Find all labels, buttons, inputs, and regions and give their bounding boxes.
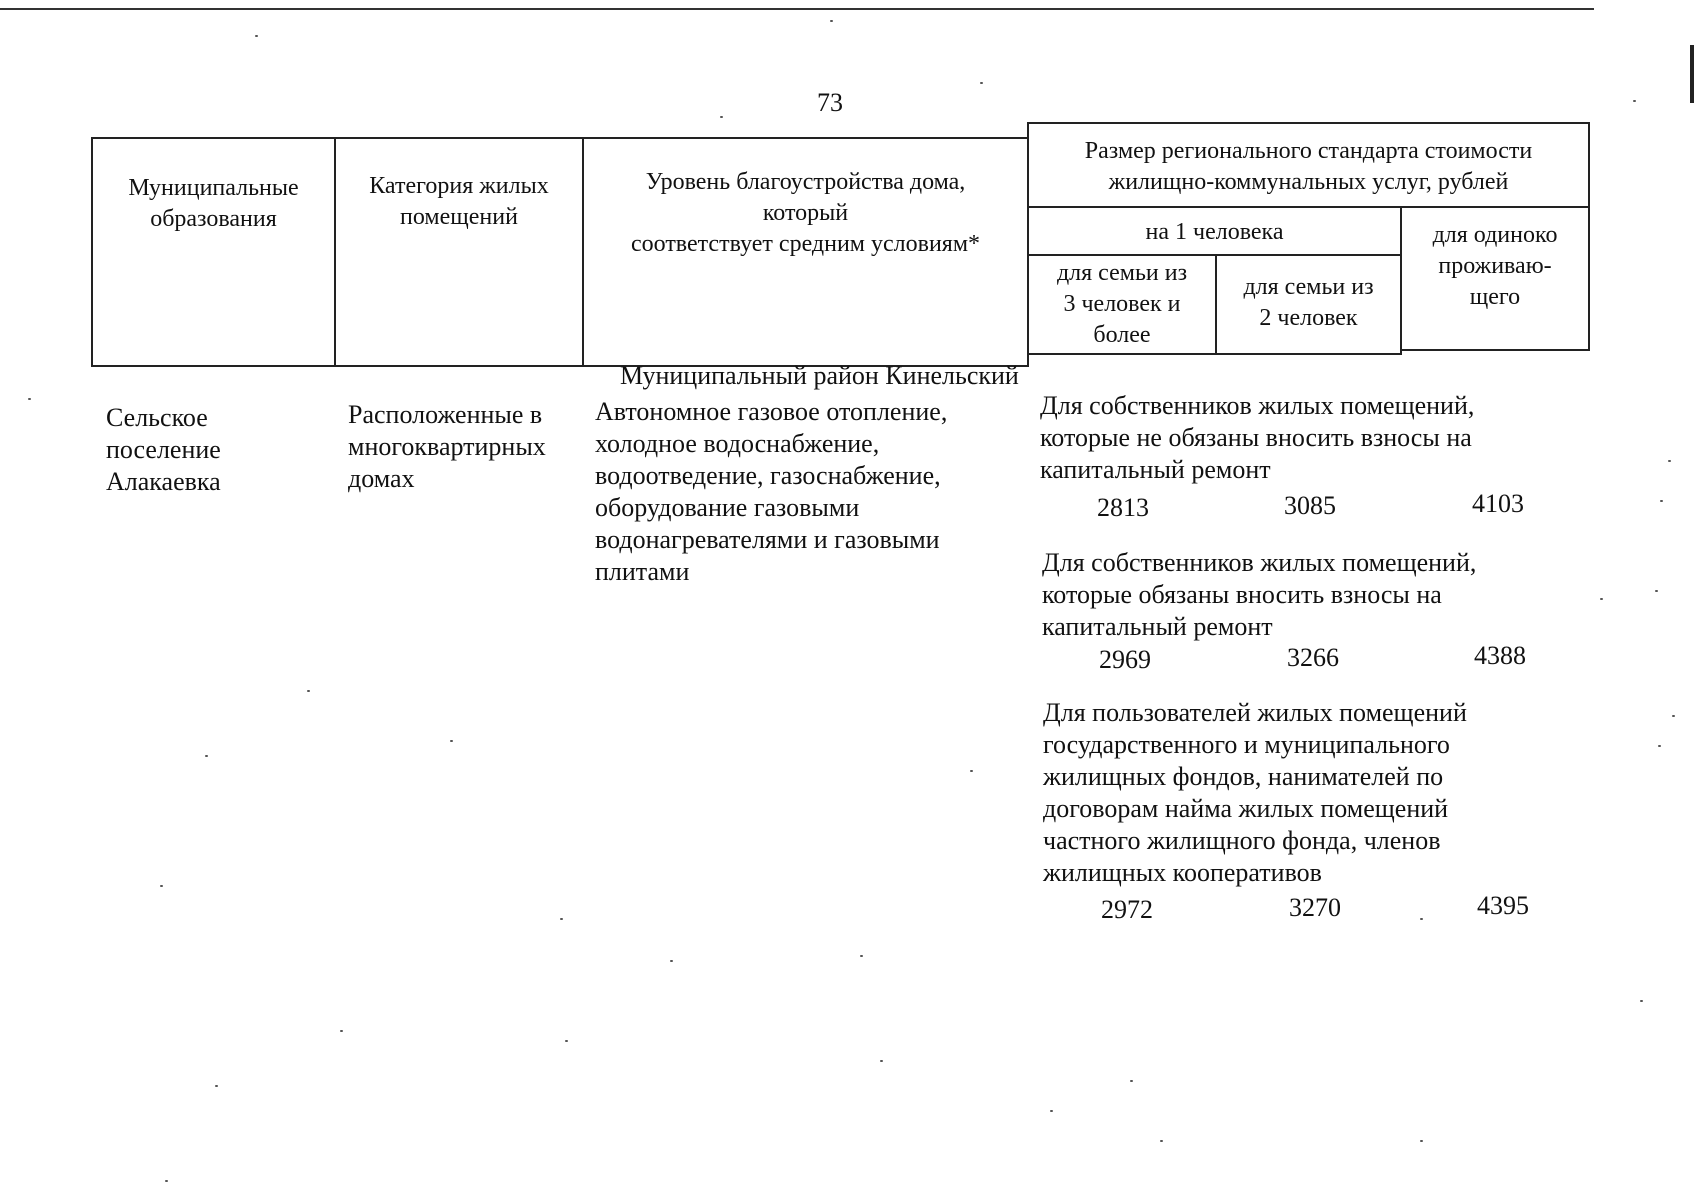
scan-speck (980, 82, 983, 84)
price-family2: 3266 (1287, 643, 1339, 672)
scan-speck (970, 770, 973, 772)
scan-speck (860, 955, 863, 957)
header-standard-cell (1027, 122, 1590, 208)
header-family2-cell (1215, 254, 1402, 355)
header-single-cell (1400, 206, 1590, 351)
scan-speck (205, 755, 208, 757)
price-group-label: Для пользователей жилых помещений государственного и муниципального жилищных фондов, нанимателей по договорам найма жилых помещений частного жилищного фонда, членов жилищных кооперативов (1043, 698, 1467, 887)
scan-speck (165, 1180, 168, 1182)
row-category: Расположенные в многоквартирных домах (348, 400, 546, 493)
header-level-label: Уровень благоустройства дома, который соответствует средним условиям* (630, 169, 981, 257)
scan-speck (1050, 1110, 1053, 1112)
scan-speck (1668, 460, 1671, 462)
price-family3: 2969 (1099, 645, 1151, 674)
scan-edge-mark (1690, 45, 1694, 103)
price-family2: 3270 (1289, 893, 1341, 922)
scan-speck (1672, 715, 1675, 717)
header-per-person-cell (1027, 206, 1402, 256)
scan-speck (560, 918, 563, 920)
row-level: Автономное газовое отопление, холодное водоснабжение, водоотведение, газоснабжение, оборудование газовыми водонагревателями и газовыми плитами (595, 397, 948, 586)
page-number: 73 (817, 88, 843, 117)
scan-speck (565, 1040, 568, 1042)
scan-speck (1600, 598, 1603, 600)
scan-speck (1130, 1080, 1133, 1082)
scan-speck (720, 116, 723, 118)
header-single-label: для одиноко проживаю- щего (1432, 222, 1558, 310)
scan-speck (450, 740, 453, 742)
price-single: 4395 (1477, 891, 1529, 920)
price-family2: 3085 (1284, 491, 1336, 520)
scan-speck (1658, 745, 1661, 747)
header-standard-label: Размер регионального стандарта стоимости жилищно-коммунальных услуг, рублей (1084, 138, 1533, 195)
scan-speck (1640, 1000, 1643, 1002)
scan-speck (1655, 590, 1658, 592)
price-single: 4388 (1474, 641, 1526, 670)
row-municipality: Сельское поселение Алакаевка (106, 403, 221, 496)
district-title: Муниципальный район Кинельский (620, 361, 1019, 390)
scan-speck (1660, 500, 1663, 502)
scan-speck (830, 20, 833, 22)
price-family3: 2813 (1097, 493, 1149, 522)
price-group-label: Для собственников жилых помещений, которые не обязаны вносить взносы на капитальный ремонт (1040, 391, 1475, 484)
scan-speck (307, 690, 310, 692)
scan-speck (340, 1030, 343, 1032)
scan-speck (670, 960, 673, 962)
scan-speck (215, 1085, 218, 1087)
price-single: 4103 (1472, 489, 1524, 518)
scan-speck (880, 1060, 883, 1062)
top-border-line (0, 8, 1594, 10)
header-per-person-label: на 1 человека (1145, 219, 1284, 245)
scan-speck (160, 885, 163, 887)
scan-speck (1420, 918, 1423, 920)
scan-speck (28, 398, 31, 400)
header-category-label: Категория жилых помещений (369, 173, 549, 230)
header-family3-cell (1027, 254, 1217, 355)
header-family3-label: для семьи из 3 человек и более (1056, 260, 1188, 348)
header-level-cell (582, 137, 1029, 367)
header-category-cell (334, 137, 584, 367)
scan-speck (1420, 1140, 1423, 1142)
price-group-label: Для собственников жилых помещений, которые обязаны вносить взносы на капитальный ремонт (1042, 548, 1477, 641)
header-municipal-label: Муниципальные образования (128, 175, 299, 232)
scan-speck (1633, 100, 1636, 102)
scan-speck (1160, 1140, 1163, 1142)
price-family3: 2972 (1101, 895, 1153, 924)
header-municipal-cell (91, 137, 336, 367)
header-family2-label: для семьи из 2 человек (1243, 274, 1374, 331)
scan-speck (255, 35, 258, 37)
